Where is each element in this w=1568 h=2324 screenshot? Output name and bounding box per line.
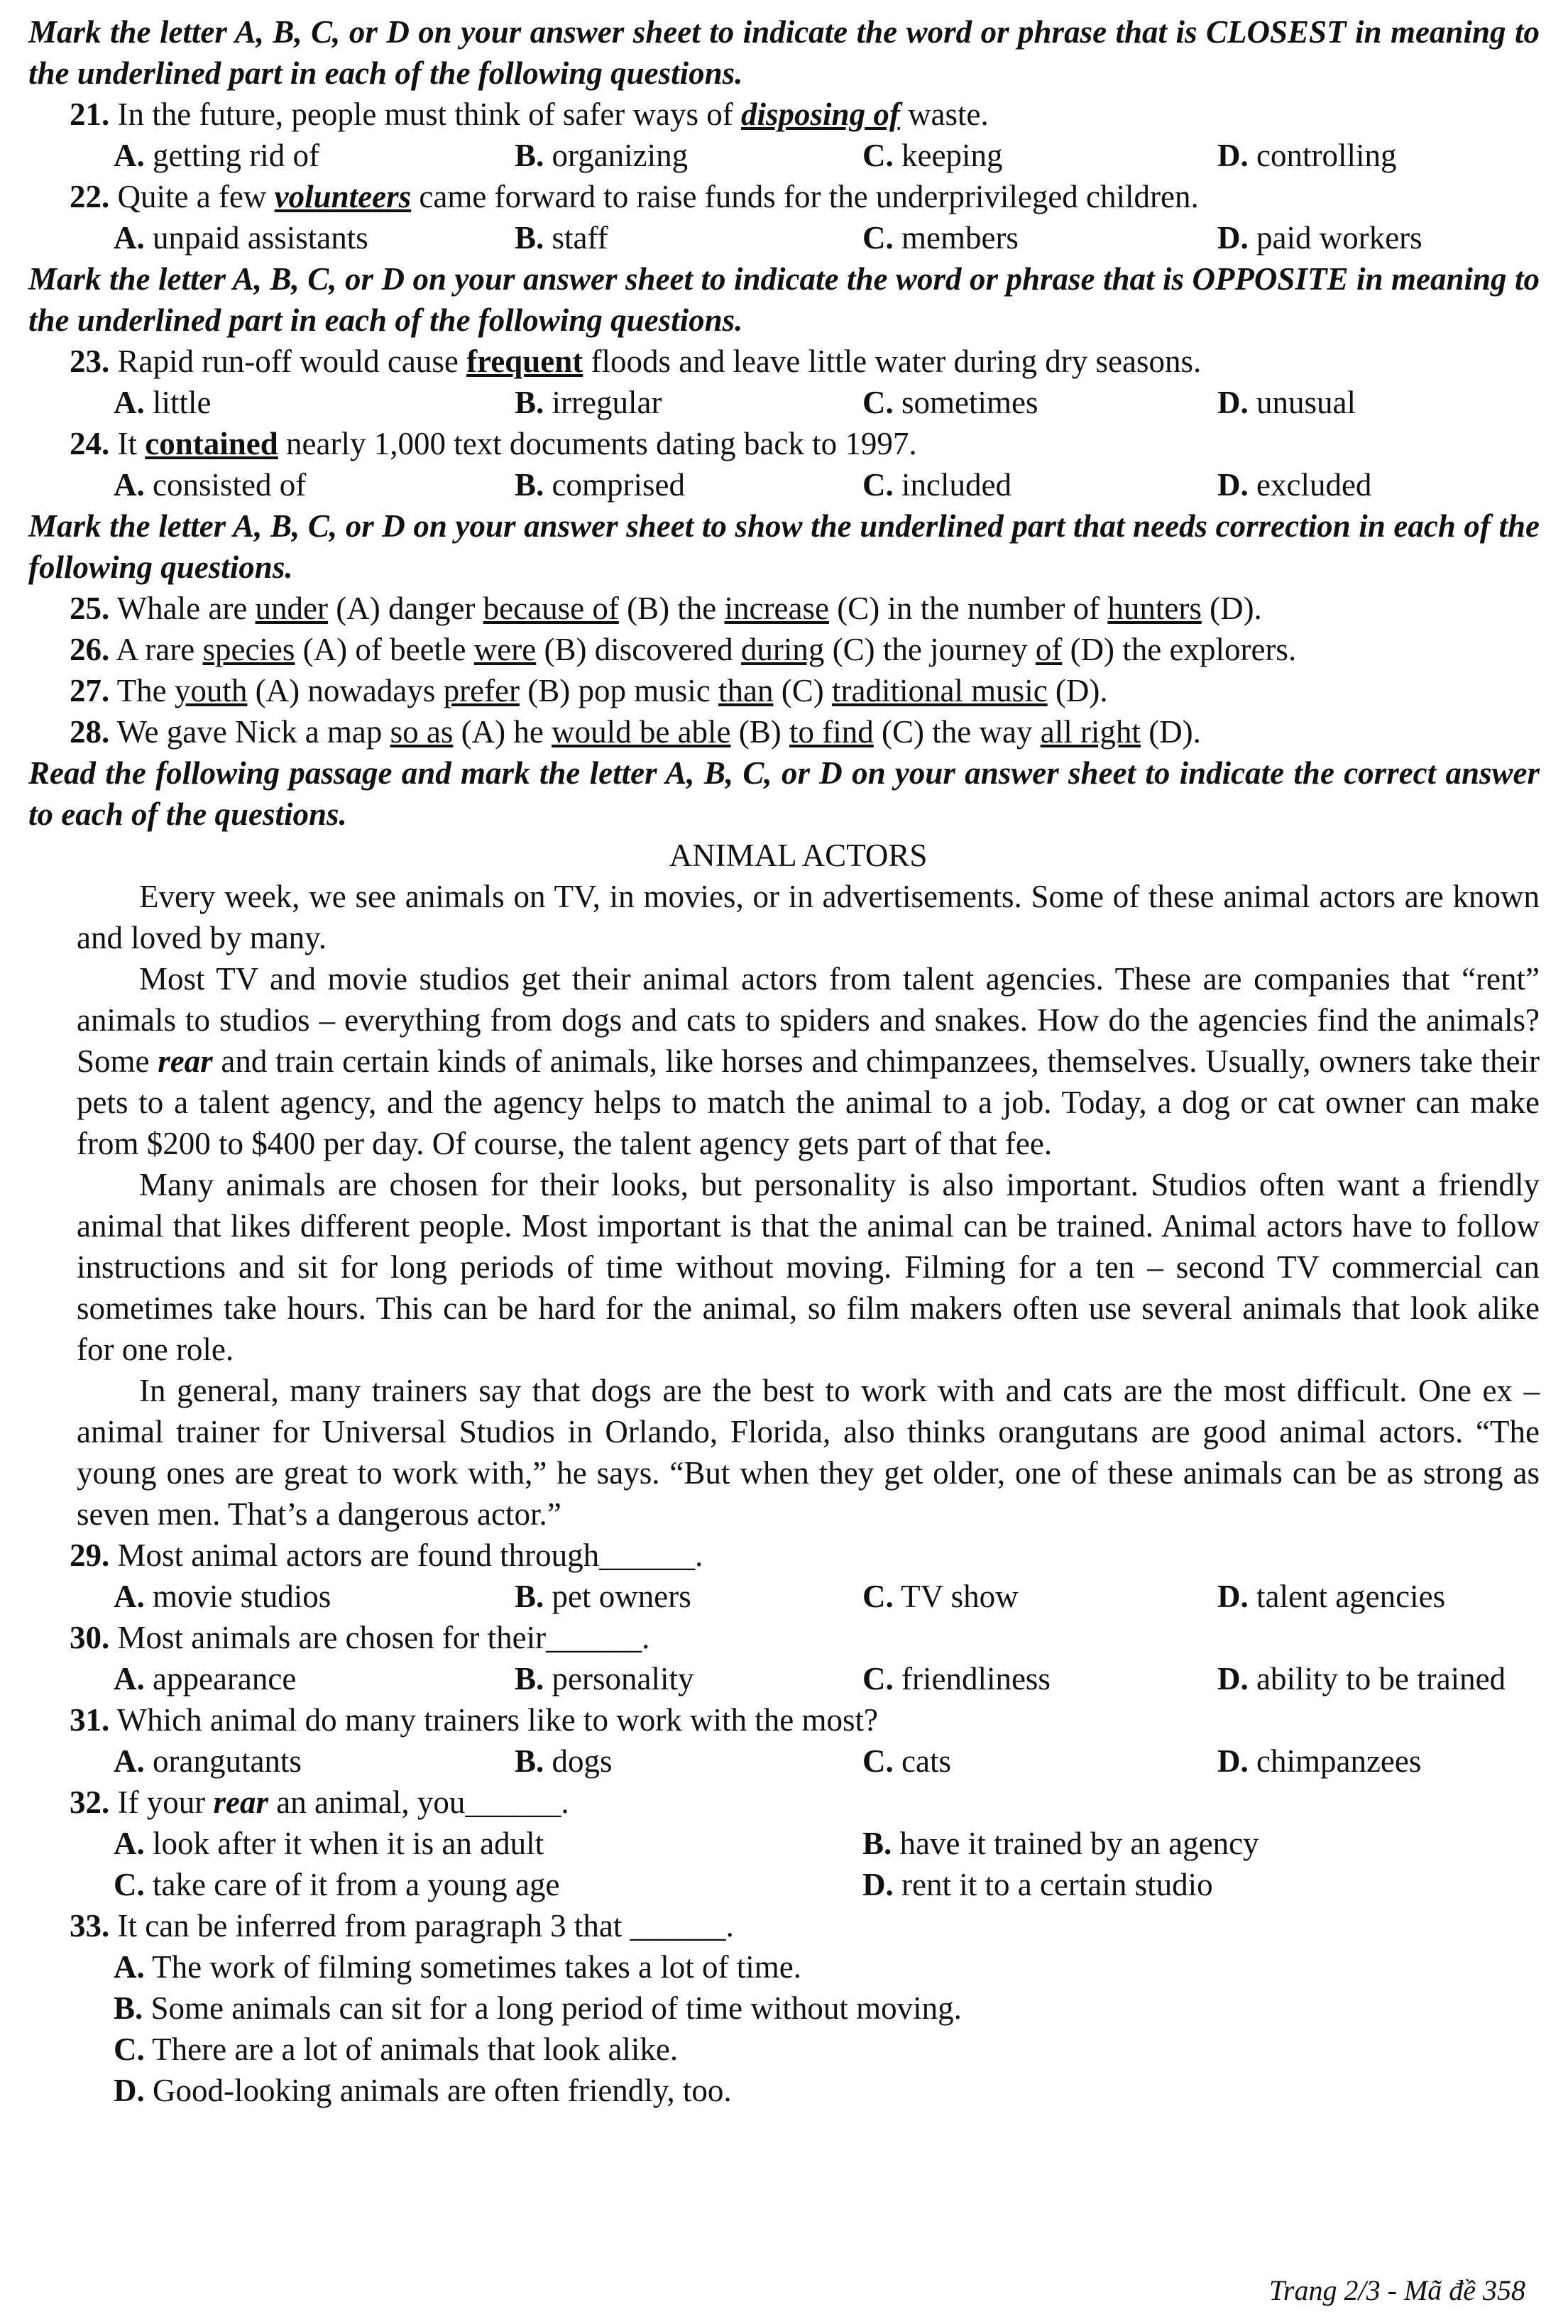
passage-paragraph-1: Every week, we see animals on TV, in movies, or in advertisements. Some of these animal actors are known and loved by many.	[77, 879, 1540, 955]
underlined-word: contained	[145, 426, 278, 461]
option-d	[1217, 464, 1540, 505]
option-a	[28, 1946, 1540, 1988]
question-number: 30.	[70, 1620, 110, 1655]
passage-paragraph-3: Many animals are chosen for their looks, but personality is also important. Studios often want a friendly animal that likes different people. Most important is that the animal can be trained. Animal actors have to follow instructions and sit for long periods of time without moving. Filming for a ten – second TV commercial can sometimes take hours. This can be hard for the animal, so film makers often use several animals that look alike for one role.	[77, 1167, 1540, 1367]
options-32-row-2	[28, 1864, 1540, 1905]
option-letter: A.	[114, 1579, 145, 1614]
question-28	[28, 711, 1540, 752]
option-d	[1217, 217, 1540, 258]
emphasized-word: rear	[213, 1785, 268, 1820]
underlined-word: volunteers	[274, 179, 412, 214]
underlined-part: increase	[724, 591, 829, 626]
underlined-word: frequent	[466, 344, 583, 379]
question-25	[28, 588, 1540, 629]
underlined-part: so as	[390, 714, 454, 750]
option-text: paid workers	[1248, 220, 1422, 256]
question-text: (D).	[1201, 591, 1262, 626]
option-letter: C.	[114, 1867, 145, 1902]
option-letter: D.	[1217, 1579, 1249, 1614]
question-text: (B) discovered	[536, 632, 741, 667]
option-letter: B.	[515, 1661, 544, 1697]
option-letter: D.	[1217, 1661, 1249, 1697]
instruction-correction: Mark the letter A, B, C, or D on your answer sheet to show the underlined part that needs correction in each of the following questions.	[28, 508, 1540, 585]
question-32	[28, 1782, 1540, 1823]
option-letter: B.	[515, 220, 544, 256]
question-number: 23.	[70, 344, 110, 379]
option-a	[114, 464, 515, 505]
option-text: staff	[544, 220, 608, 256]
question-text: (C) in the number of	[828, 591, 1108, 626]
option-letter: D.	[1217, 138, 1249, 173]
option-letter: B.	[862, 1826, 892, 1861]
underlined-part: traditional music	[831, 673, 1048, 708]
question-text: It	[109, 426, 146, 461]
question-text: (B)	[730, 714, 790, 750]
question-number: 22.	[70, 179, 110, 214]
options-32-row-1	[28, 1823, 1540, 1864]
option-letter: C.	[862, 1579, 894, 1614]
option-letter: A.	[114, 138, 145, 173]
question-text: waste.	[899, 97, 989, 132]
option-b	[515, 382, 862, 423]
passage-title: ANIMAL ACTORS	[669, 838, 928, 873]
underlined-part: hunters	[1107, 591, 1202, 626]
option-c	[862, 1658, 1217, 1699]
question-31	[28, 1699, 1540, 1741]
question-text: (C)	[773, 673, 832, 708]
question-number: 27.	[70, 673, 110, 708]
options-31	[28, 1741, 1540, 1782]
emphasized-word: rear	[158, 1043, 213, 1079]
option-d	[1217, 135, 1540, 176]
question-text: We gave Nick a map	[109, 714, 390, 750]
option-text: getting rid of	[144, 138, 319, 173]
option-b	[515, 1576, 862, 1617]
question-21	[28, 94, 1540, 135]
option-letter: C.	[862, 1661, 894, 1697]
page-footer: Trang 2/3 - Mã đề 358	[1268, 2274, 1525, 2306]
option-text: rent it to a certain studio	[893, 1867, 1213, 1902]
question-number: 26.	[70, 632, 110, 667]
option-c	[862, 464, 1217, 505]
option-text: controlling	[1248, 138, 1397, 173]
instruction-opposite: Mark the letter A, B, C, or D on your answer sheet to indicate the word or phrase that is OPPOSITE in meaning to the underlined part in each of the following questions.	[28, 261, 1540, 338]
option-letter: B.	[515, 138, 544, 173]
options-24	[28, 464, 1540, 505]
option-text: take care of it from a young age	[144, 1867, 560, 1902]
option-text: excluded	[1248, 467, 1372, 503]
option-letter: C.	[862, 385, 894, 420]
option-a	[114, 135, 515, 176]
options-29	[28, 1576, 1540, 1617]
option-d	[862, 1864, 1540, 1905]
option-d	[1217, 1576, 1540, 1617]
option-text: unpaid assistants	[144, 220, 368, 256]
option-b	[515, 464, 862, 505]
question-text: (C) the way	[873, 714, 1041, 750]
question-text: Quite a few	[109, 179, 275, 214]
option-b	[515, 135, 862, 176]
option-text: little	[144, 385, 212, 420]
option-c	[862, 382, 1217, 423]
option-letter: D.	[862, 1867, 894, 1902]
question-24	[28, 423, 1540, 464]
option-d	[1217, 1658, 1540, 1699]
option-text: keeping	[893, 138, 1003, 173]
instruction-closest: Mark the letter A, B, C, or D on your answer sheet to indicate the word or phrase that is CLOSEST in meaning to the underlined part in each of the following questions.	[28, 14, 1540, 91]
option-letter: C.	[862, 1743, 894, 1779]
option-text: organizing	[544, 138, 689, 173]
option-c	[862, 1741, 1217, 1782]
question-text: (D) the explorers.	[1062, 632, 1297, 667]
question-27	[28, 670, 1540, 711]
option-d	[1217, 382, 1540, 423]
question-number: 24.	[70, 426, 110, 461]
question-number: 25.	[70, 591, 110, 626]
option-text: pet owners	[544, 1579, 691, 1614]
option-text: included	[893, 467, 1011, 503]
question-text: (B) pop music	[520, 673, 718, 708]
option-text: ability to be trained	[1248, 1661, 1506, 1697]
option-text: irregular	[544, 385, 662, 420]
option-b	[515, 1658, 862, 1699]
underlined-part: prefer	[443, 673, 520, 708]
options-23	[28, 382, 1540, 423]
option-text: There are a lot of animals that look alike.	[144, 2032, 679, 2067]
question-23	[28, 341, 1540, 382]
question-text: an animal, you______.	[268, 1785, 569, 1820]
option-text: appearance	[144, 1661, 297, 1697]
underlined-part: under	[255, 591, 329, 626]
question-text: The	[109, 673, 175, 708]
option-a	[114, 1741, 515, 1782]
option-letter: C.	[862, 220, 894, 256]
underlined-part: during	[740, 632, 825, 667]
question-text: (D).	[1140, 714, 1201, 750]
question-text: floods and leave little water during dry seasons.	[583, 344, 1202, 379]
option-c	[114, 1864, 862, 1905]
question-text: (B) the	[618, 591, 725, 626]
option-letter: A.	[114, 385, 145, 420]
underlined-part: than	[718, 673, 774, 708]
underlined-part: of	[1035, 632, 1063, 667]
option-text: talent agencies	[1248, 1579, 1446, 1614]
option-text: The work of filming sometimes takes a lot of time.	[144, 1949, 801, 1985]
options-21	[28, 135, 1540, 176]
question-22	[28, 176, 1540, 217]
question-number: 28.	[70, 714, 110, 750]
question-33	[28, 1905, 1540, 1946]
option-text: chimpanzees	[1248, 1743, 1422, 1779]
question-text: Which animal do many trainers like to work with the most?	[109, 1702, 878, 1738]
question-text: (A) he	[453, 714, 552, 750]
option-letter: D.	[1217, 220, 1249, 256]
option-text: personality	[544, 1661, 694, 1697]
question-number: 21.	[70, 97, 110, 132]
underlined-part: to find	[789, 714, 874, 750]
question-number: 31.	[70, 1702, 110, 1738]
question-text: Most animals are chosen for their______.	[109, 1620, 650, 1655]
option-text: consisted of	[144, 467, 307, 503]
underlined-part: youth	[174, 673, 248, 708]
option-c	[28, 2029, 1540, 2070]
question-text: In the future, people must think of safer ways of	[109, 97, 742, 132]
question-text: (C) the journey	[824, 632, 1036, 667]
question-text: Rapid run-off would cause	[109, 344, 467, 379]
option-c	[862, 135, 1217, 176]
paragraph-text: and train certain kinds of animals, like horses and chimpanzees, themselves. Usually, owners take their pets to a talent agency, and the agency helps to match the animal to a job. Today, a dog or cat owner can make from $200 to $400 per day. Of course, the talent agency gets part of that fee.	[77, 1043, 1540, 1161]
option-letter: A.	[114, 1949, 145, 1985]
options-22	[28, 217, 1540, 258]
option-text: friendliness	[893, 1661, 1051, 1697]
underlined-part: would be able	[552, 714, 731, 750]
option-a	[114, 382, 515, 423]
question-text: nearly 1,000 text documents dating back to 1997.	[278, 426, 917, 461]
option-b	[28, 1988, 1540, 2029]
option-c	[862, 1576, 1217, 1617]
option-text: TV show	[893, 1579, 1019, 1614]
question-text: Whale are	[109, 591, 256, 626]
question-number: 32.	[70, 1785, 110, 1820]
option-letter: D.	[1217, 467, 1249, 503]
option-text: comprised	[544, 467, 685, 503]
option-text: Some animals can sit for a long period of time without moving.	[143, 1990, 962, 2026]
option-letter: D.	[114, 2073, 145, 2108]
question-number: 33.	[70, 1908, 110, 1944]
passage-paragraph-2	[28, 958, 1540, 1164]
question-text: (D).	[1047, 673, 1108, 708]
option-d	[1217, 1741, 1540, 1782]
option-letter: A.	[114, 467, 145, 503]
option-letter: B.	[515, 1579, 544, 1614]
question-26	[28, 629, 1540, 670]
underlined-part: because of	[483, 591, 619, 626]
option-text: have it trained by an agency	[892, 1826, 1259, 1861]
question-30	[28, 1617, 1540, 1658]
option-b	[515, 1741, 862, 1782]
question-text: It can be inferred from paragraph 3 that ______.	[109, 1908, 734, 1944]
option-letter: B.	[515, 385, 544, 420]
option-text: look after it when it is an adult	[144, 1826, 544, 1861]
option-letter: D.	[1217, 1743, 1249, 1779]
options-30	[28, 1658, 1540, 1699]
option-letter: C.	[862, 467, 894, 503]
option-letter: D.	[1217, 385, 1249, 420]
option-b	[515, 217, 862, 258]
question-29	[28, 1535, 1540, 1576]
option-letter: C.	[862, 138, 894, 173]
option-a	[114, 1576, 515, 1617]
question-text: came forward to raise funds for the underprivileged children.	[411, 179, 1199, 214]
underlined-part: all right	[1040, 714, 1141, 750]
option-letter: C.	[114, 2032, 145, 2067]
question-text: (A) nowadays	[247, 673, 444, 708]
option-text: unusual	[1248, 385, 1356, 420]
option-a	[114, 1823, 862, 1864]
option-b	[862, 1823, 1540, 1864]
underlined-part: were	[473, 632, 537, 667]
option-letter: B.	[515, 467, 544, 503]
question-number: 29.	[70, 1538, 110, 1573]
option-letter: A.	[114, 1743, 145, 1779]
underlined-word: disposing of	[741, 97, 900, 132]
option-text: dogs	[544, 1743, 613, 1779]
question-text: If your	[109, 1785, 214, 1820]
question-text: A rare	[109, 632, 203, 667]
question-text: (A) of beetle	[295, 632, 474, 667]
option-letter: B.	[114, 1990, 143, 2026]
option-letter: B.	[515, 1743, 544, 1779]
option-text: cats	[893, 1743, 951, 1779]
option-text: orangutants	[144, 1743, 302, 1779]
option-text: Good-looking animals are often friendly, too.	[144, 2073, 732, 2108]
underlined-part: species	[202, 632, 295, 667]
option-text: movie studios	[144, 1579, 331, 1614]
option-letter: A.	[114, 1826, 145, 1861]
option-c	[862, 217, 1217, 258]
option-letter: A.	[114, 1661, 145, 1697]
option-a	[114, 217, 515, 258]
option-d	[28, 2070, 1540, 2111]
option-text: sometimes	[893, 385, 1038, 420]
option-a	[114, 1658, 515, 1699]
question-text: (A) danger	[328, 591, 483, 626]
instruction-reading: Read the following passage and mark the letter A, B, C, or D on your answer sheet to indicate the correct answer to each of the questions.	[28, 755, 1540, 832]
passage-paragraph-4: In general, many trainers say that dogs are the best to work with and cats are the most difficult. One ex – animal trainer for Universal Studios in Orlando, Florida, also thinks orangutans are good animal actors. “The young ones are great to work with,” he says. “But when they get older, one of these animals can be as strong as seven men. That’s a dangerous actor.”	[77, 1373, 1540, 1532]
option-letter: A.	[114, 220, 145, 256]
question-text: Most animal actors are found through______.	[109, 1538, 703, 1573]
paragraph-text: Most TV and movie studios get their animal actors from talent agencies. These are companies that “rent” animals to studios – everything from dogs and cats to spiders and snakes. How do the agencies find the animals? Some	[77, 961, 1540, 1079]
option-text: members	[893, 220, 1019, 256]
